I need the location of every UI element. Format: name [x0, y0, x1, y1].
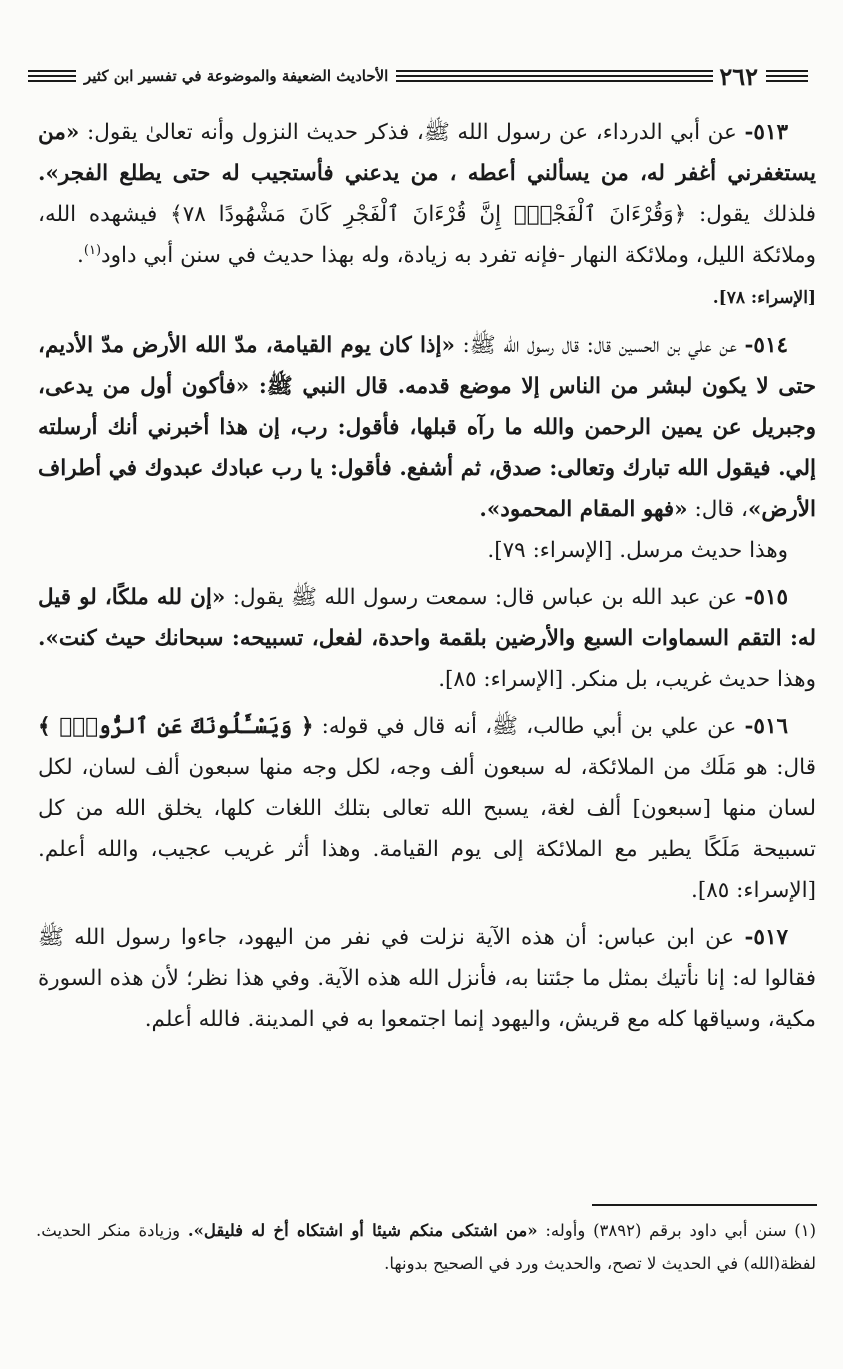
header-rule-left: [28, 70, 76, 82]
header-rule-right: [766, 70, 808, 82]
entry-text: عن ابن عباس: أن هذه الآية نزلت في نفر من اليهود، جاءوا رسول الله ﷺ فقالوا له: إنا نأتيك بمثل ما جئتنا به، فأنزل الله هذه الآية. وفي هذا نظر؛ لأن هذه السورة مكية، وسياقها كله مع قريش، واليهود إنما اجتمعوا به في المدينة. فالله أعلم.: [38, 925, 816, 1032]
hadith-entry-515: [38, 577, 816, 700]
entry-text: ، قال:: [694, 497, 748, 522]
entry-text: الليل، وملائكة النهار -فإنه تفرد به زيادة، وله بهذا حديث في سنن أبي داود: [101, 243, 746, 268]
hadith-quote: «إن لله ملكًا، لو قيل له: التقم السماوات السبع والأرضين بلقمة واحدة، لفعل، تسبيحه: سبحانك حيث كنت».: [38, 585, 816, 651]
hadith-quote: «من يستغفرني أغفر له، من يسألني أعطه ، من يدعني فأستجيب له حتى يطلع الفجر».: [38, 120, 816, 186]
footnote-text: وزيادة منكر الحديث. لفظة(الله) في الحديث لا تصح، والحديث ورد في الصحيح بدونها.: [36, 1221, 816, 1273]
quran-verse: ﴿ وَيَسْـَٔلُونَكَ عَنِ ٱلرُّوحِۖ ﴾: [38, 714, 314, 739]
surah-reference: [الإسراء: ٧٨].: [712, 288, 816, 308]
hadith-entry-514: [38, 325, 816, 530]
page-body: [38, 112, 816, 1046]
hadith-entry-513: [38, 112, 816, 276]
footnote: [36, 1214, 816, 1280]
footnote-marker: (١): [794, 1221, 817, 1240]
header-rule-middle: [396, 70, 713, 82]
footnote-divider: [592, 1204, 817, 1206]
book-title: الأحاديث الضعيفة والموضوعة في تفسير ابن كثير: [84, 67, 389, 85]
hadith-quote: «إذا كان يوم القيامة، مدّ الله الأرض مدّ الأديم، حتى لا يكون لبشر من الناس إلا موضع قدمه. قال النبي ﷺ: «فأكون أول من يدعى، وجبريل عن يمين الرحمن والله ما رآه قبلها، فأقول: رب، إن هذا أخبرني أنك أرسلته إلي. فيقول الله تبارك وتعالى: صدق، ثم أشفع. فأقول: يا رب عبادك عبدوك في أطراف الأرض»: [38, 333, 816, 522]
entry-number: ٥١٧-: [744, 925, 789, 950]
grading-text: وهذا حديث غريب، بل منكر. [الإسراء: ٨٥].: [438, 667, 816, 692]
page-number: ٢٦٢: [719, 61, 758, 91]
footnote-text: سنن أبي داود برقم (٣٨٩٢) وأوله:: [545, 1221, 787, 1240]
footnote-marker[interactable]: (١): [83, 242, 102, 258]
entry-text: عن علي بن أبي طالب، ﷺ، أنه قال في قوله:: [321, 714, 737, 739]
hadith-entry-517: [38, 917, 816, 1040]
footnote-quote: «من اشتكى منكم شيئا أو اشتكاه أخ له فليقل».: [187, 1221, 538, 1240]
entry-punct: .: [77, 243, 84, 268]
entry-text: عن علي بن الحسين قال: قال رسول الله ﷺ:: [462, 333, 737, 358]
entry-number: ٥١٥-: [744, 585, 789, 610]
hadith-quote: «فهو المقام المحمود».: [479, 497, 688, 522]
entry-number: ٥١٣-: [744, 120, 789, 145]
hadith-entry-516: [38, 706, 816, 911]
running-header: [28, 60, 808, 92]
entry-text: قال: هو مَلَك من الملائكة، له سبعون ألف وجه، لكل وجه منها سبعون ألف لسان، لكل لسان منها [سبعون] ألف لغة، يسبح الله تعالى بتلك اللغات كلها، يخلق الله من كل تسبيحة مَلَكًا يطير مع الملائكة إلى يوم القيامة.: [38, 755, 816, 862]
entry-text: عن أبي الدرداء، عن رسول الله ﷺ، فذكر حديث النزول وأنه تعالىٰ يقول:: [86, 120, 737, 145]
grading-text: وهذا حديث مرسل. [الإسراء: ٧٩].: [487, 538, 789, 563]
entry-grading: [38, 530, 816, 571]
entry-number: ٥١٦-: [744, 714, 789, 739]
grading-text: وهذا أثر غريب عجيب، والله أعلم. [الإسراء: ٨٥].: [38, 837, 816, 903]
entry-reference: [38, 276, 816, 319]
entry-number: ٥١٤-: [744, 333, 789, 358]
entry-text: عن عبد الله بن عباس قال: سمعت رسول الله ﷺ يقول:: [232, 585, 738, 610]
entry-text: فلذلك يقول: ﴿وَقُرْءَانَ ٱلْفَجْرِۖ إِنَّ قُرْءَانَ ٱلْفَجْرِ كَانَ مَشْهُودًا ٧٨﴾ فيشهده الله، وملائكة: [38, 202, 817, 268]
